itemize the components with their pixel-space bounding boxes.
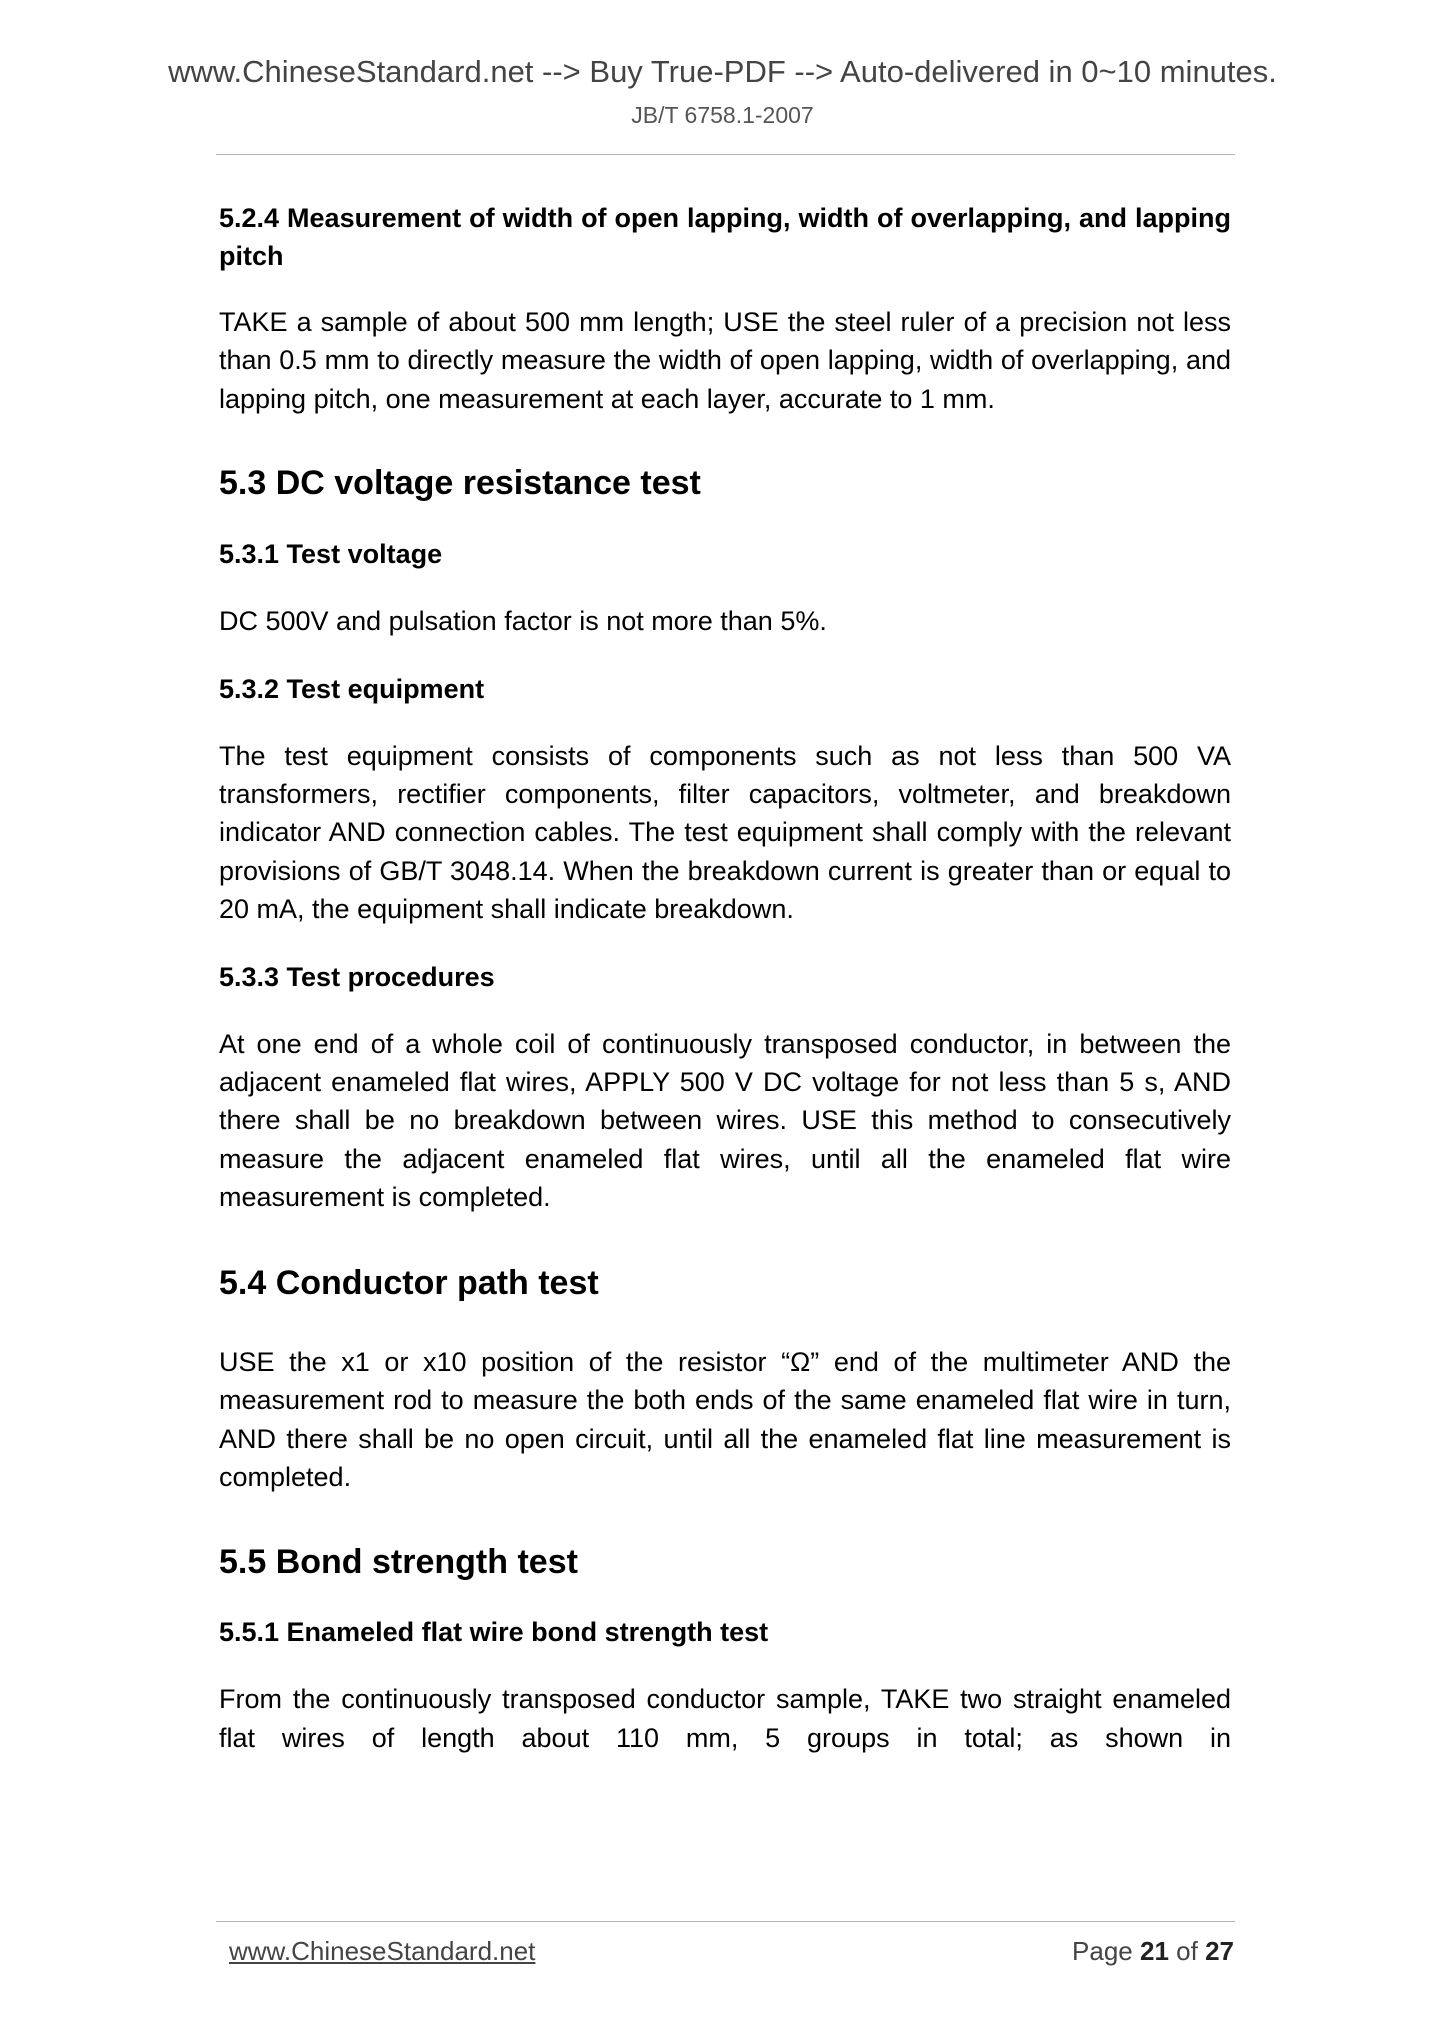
section-5-2-4-heading: 5.2.4 Measurement of width of open lapping, width of overlapping, and lapping pitch [219,203,1231,271]
section-5-3-3-text: At one end of a whole coil of continuously transposed conductor, in between the adjacent enameled flat wires, APPLY 500 V DC voltage for not less than 5 s, AND there shall be no breakdown between wires. USE this method to consecutively measure the adjacent enameled flat wires, until all the enameled flat wire measurement is completed. [219,1028,1231,1213]
header-banner: www.ChineseStandard.net --> Buy True-PDF --> Auto-delivered in 0~10 minutes. [168,54,1277,89]
section-5-3-3-heading: 5.3.3 Test procedures [219,961,495,992]
section-5-3-2-text: The test equipment consists of components such as not less than 500 VA transformers, rectifier components, filter capacitors, voltmeter, and breakdown indicator AND connection cables. The test equipment shall comply with the relevant provisions of GB/T 3048.14. When the breakdown current is greater than or equal to 20 mA, the equipment shall indicate breakdown. [219,740,1231,925]
section-5-4-text: USE the x1 or x10 position of the resistor “Ω” end of the multimeter AND the measurement rod to measure the both ends of the same enameled flat wire in turn, AND there shall be no open circuit, until all the enameled flat line measurement is completed. [219,1346,1231,1492]
page-total: 27 [1205,1936,1234,1966]
section-5-3-2-heading: 5.3.2 Test equipment [219,673,485,704]
section-5-5-1-text: From the continuously transposed conductor sample, TAKE two straight enameled flat wires of length about 110 mm, 5 groups in total; as shown in [219,1684,1231,1753]
standard-code: JB/T 6758.1-2007 [631,102,814,128]
section-5-3-1-text: DC 500V and pulsation factor is not more than 5%. [219,606,827,637]
section-5-2-4-text: TAKE a sample of about 500 mm length; USE the steel ruler of a precision not less than 0.5 mm to directly measure the width of open lapping, width of overlapping, and lapping pitch, one measurement at each layer, accurate to 1 mm. [219,307,1231,414]
footer-site-link[interactable]: www.ChineseStandard.net [229,1936,536,1966]
page-number [1072,1938,1234,1964]
document-body [219,199,1231,1757]
footer-divider [216,1921,1235,1922]
page-current: 21 [1140,1936,1169,1966]
header-divider [216,154,1235,155]
section-5-4-heading: 5.4 Conductor path test [219,1263,599,1302]
section-5-3-heading: 5.3 DC voltage resistance test [219,464,701,503]
section-5-5-1-heading: 5.5.1 Enameled flat wire bond strength test [219,1617,769,1648]
page-of-word: of [1176,1936,1198,1966]
page-word: Page [1072,1936,1133,1966]
section-5-3-1-heading: 5.3.1 Test voltage [219,539,443,570]
section-5-5-heading: 5.5 Bond strength test [219,1543,578,1582]
